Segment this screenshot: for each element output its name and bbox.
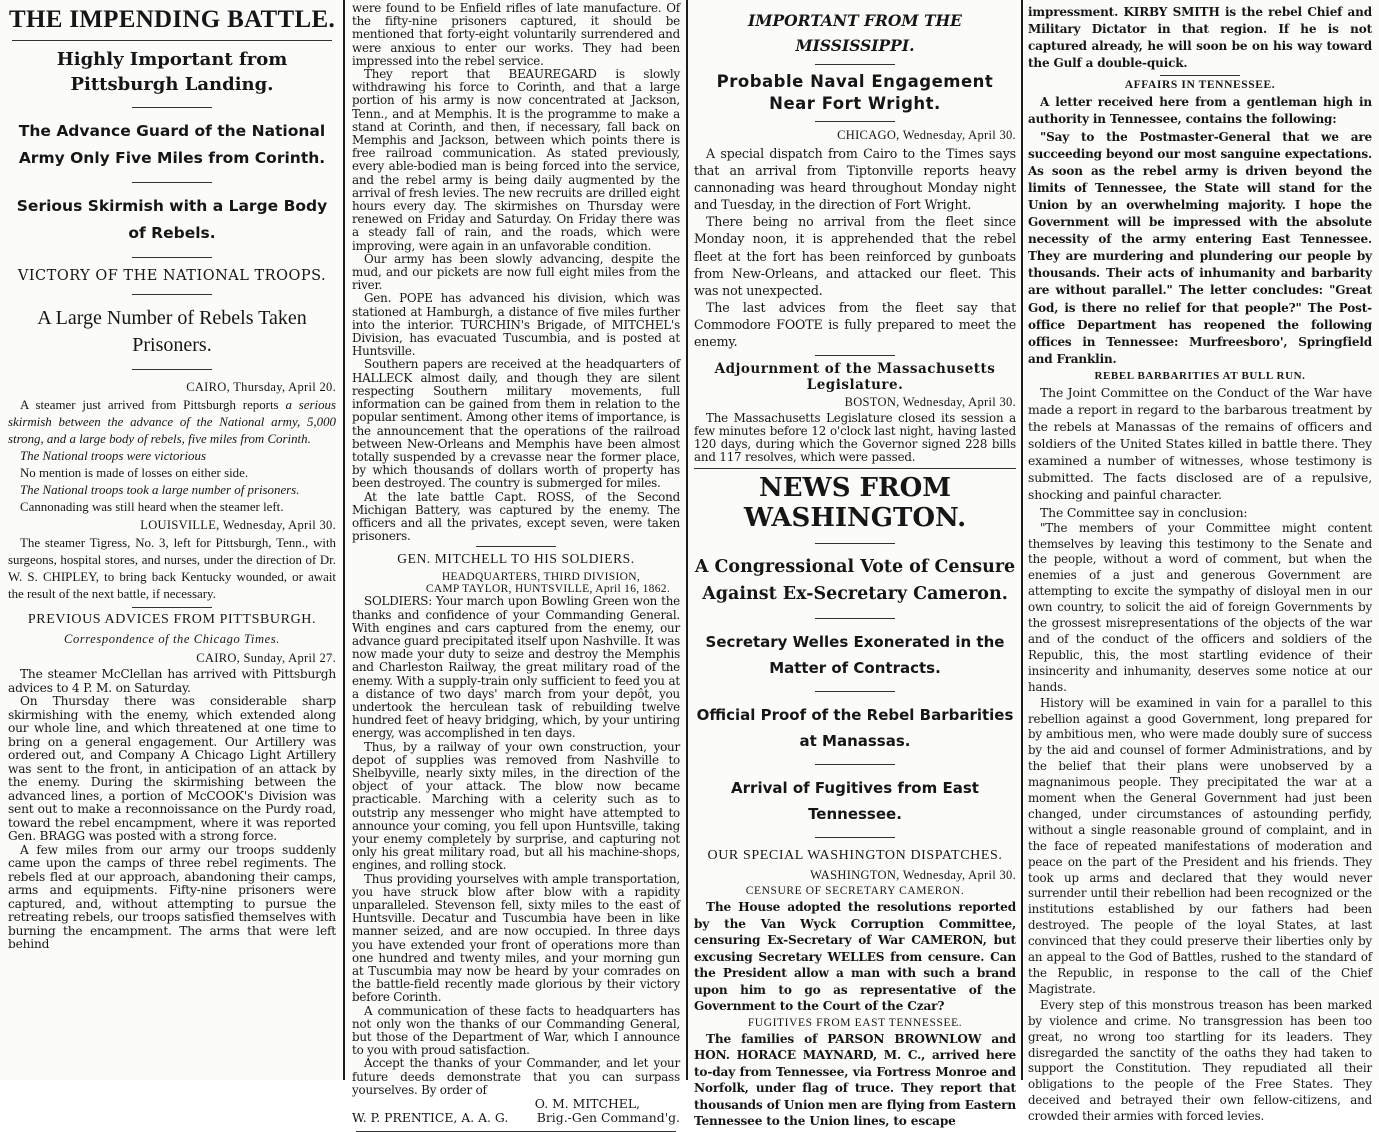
article-text: They report that BEAUREGARD is slowly withdrawing his force to Corinth, and that a large portion of his army is now concentrated at Jackson, Tenn., and at Memphis. It is the programme to make a stand at Corinth, and then, if necessary, fall back on Memphis and Jackson, between which points there is free railroad communication. As stated previously, every able-bodied man is being forced into the service, and the rebel army is being daily augmented by the arrival of fresh levies. The new recruits are drilled eight hours every day. The skirmishes on Thursday were renewed on Friday and Saturday. On Friday there was a steady fall of rain, and the roads, which were improving, were again in an unfavorable condition. — [352, 67, 680, 253]
subheadline: Serious Skirmish with a Large Body of Rebels. — [16, 197, 328, 242]
section-heading: AFFAIRS IN TENNESSEE. — [1124, 79, 1276, 92]
subheadline: Arrival of Fugitives from East Tennessee. — [731, 779, 979, 824]
column-rule — [343, 0, 345, 1080]
subheadline: Secretary Welles Exonerated in the Matter of Contracts. — [705, 633, 1005, 678]
subheadline: Official Proof of the Rebel Barbarities at Manassas. — [696, 706, 1014, 751]
section-heading: PREVIOUS ADVICES FROM PITTSBURGH. — [27, 612, 317, 627]
article-text: A letter received here from a gentleman high in authority in Tennessee, contains the following: — [1028, 95, 1372, 127]
divider — [815, 691, 895, 692]
signature-right: Brig.-Gen Command'g. — [536, 1110, 680, 1126]
article-text: Every step of this monstrous treason has been marked by violence and crime. No transgression has been too great, no wrong too startling for its leaders. They disregarded the sanctity of the oaths they had taken to support the Constitution. They repudiated all their obligations to the people of the Free States. They deceived and betrayed their own fellow-citizens, and crowded their armies with forced levies. — [1028, 997, 1372, 1124]
section-heading: FUGITIVES FROM EAST TENNESSEE. — [747, 1016, 963, 1029]
subheadline: A Large Number of Rebels Taken Prisoners. — [37, 307, 307, 356]
divider — [132, 107, 212, 108]
article-text: The steamer Tigress, No. 3, left for Pittsburgh, Tenn., with surgeons, hospital stores, and nurses, under the direction of Dr. W. S. CHIPLEY, to bring back Kentucky wounded, or await the result of the next battle, if necessary. — [8, 536, 336, 601]
article-text: Cannonading was still heard when the steamer left. — [20, 500, 284, 514]
article-text: On Thursday there was considerable sharp skirmishing with the enemy, which extended along our whole line, and which threatened at one time to bring on a general engagement. Our Artillery was ordered out, and Company A Chicago Light Artillery was sent to the front, in anticipation of an attack by the enemy. During the skirmishing between the advanced lines, a portion of McCOOK's Division was sent out to make a reconnoissance on the Purdy road, toward the rebel encampment, where it was reported Gen. BRAGG was posted with a strong force. — [8, 694, 336, 843]
divider — [1160, 75, 1240, 76]
divider — [132, 257, 212, 258]
article-text: "The members of your Committee might content themselves by leaving this testimony to the Senate and the people, without a word of comment, but when the enemies of a just and generous Government are attempting to excite the sympathy of disloyal men in our own country, to solicit the aid of foreign Governments by the grossest misrepresentations of the objects of the war and of the conduct of the officers and soldiers of the Republic, this, the most startling evidence of their insincerity and inhumanity, deserves some notice at our hands. — [1028, 520, 1372, 694]
section-heading: OUR SPECIAL WASHINGTON DISPATCHES. — [707, 848, 1003, 864]
dateline: CHICAGO, Wednesday, April 30. — [837, 128, 1016, 142]
dateline: WASHINGTON, Wednesday, April 30. — [810, 868, 1016, 883]
subheadline: Probable Naval Engagement Near Fort Wright. — [716, 72, 994, 113]
divider — [815, 121, 895, 122]
divider — [476, 546, 556, 547]
divider — [815, 64, 895, 65]
article-text: The steamer McClellan has arrived with Pittsburgh advices to 4 P. M. on Saturday. — [8, 667, 336, 695]
signature-name: O. M. MITCHEL, — [534, 1096, 640, 1112]
section-heading: CENSURE OF SECRETARY CAMERON. — [745, 885, 965, 898]
column-3 — [690, 0, 1020, 1129]
article-text: A few miles from our army our troops suddenly came upon the camps of three rebel regiments. The rebels fled at our approach, abandoning their camps, arms and equipments. Fifty-nine prisoners were captured, and, without attempting to pursue the retreating rebels, our troops satisfied themselves with burning the encampment. The arms that were left behind — [8, 842, 336, 951]
article-text: History will be examined in vain for a parallel to this rebellion against a good Government, long prepared for by ambitious men, who were made doubly sure of success by the aid and counsel of former Administrations, and by the belief that their plans were unobserved by a magnanimous people. They precipitated the war at a moment when the General Government had just been changed, under circumstances of astounding perfidy, without a single reasonable ground of complaint, and in the face of repeated manifestations of moderation and peace on the part of the President and his friends. They took up arms and declared that they would never surrender until their rebellion had been recognized or the institutions established by our fathers had been destroyed. The people of the loyal States, at last convinced that they could preserve their liberties only by an appeal to the God of Battles, rushed to the standard of the Republic, in response to the call of the Chief Magistrate. — [1028, 695, 1372, 996]
article-text: There being no arrival from the fleet since Monday noon, it is apprehended that the rebel fleet at the fort has been reinforced by gunboats from New-Orleans, and attacked our fleet. This was not unexpected. — [694, 214, 1016, 298]
signature-left: W. P. PRENTICE, A. A. G. — [352, 1110, 509, 1126]
column-1 — [4, 0, 340, 1080]
article-text: The Massachusetts Legislature closed its session a few minutes before 12 o'clock last night, having lasted 120 days, during which the Governor signed 228 bills and 117 resolves, which were passed. — [694, 411, 1016, 465]
article-text: The families of PARSON BROWNLOW and HON. HORACE MAYNARD, M. C., arrived here to-day from Tennessee, via Fortress Monroe and Norfolk, under flag of truce. They report that thousands of Union men are flying from Eastern Tennessee to the Union lines, to escape — [694, 1031, 1016, 1129]
article-text: A communication of these facts to headquarters has not only won the thanks of our Commanding General, but those of the Department of War, which I announce to you with proud satisfaction. — [352, 1003, 680, 1058]
subheadline: VICTORY OF THE NATIONAL TROOPS. — [17, 268, 327, 284]
divider — [815, 543, 895, 544]
subheadline: A Congressional Vote of Censure Against Ex-Secretary Cameron. — [694, 557, 1016, 605]
dateline: HEADQUARTERS, THIRD DIVISION, — [441, 571, 640, 584]
divider — [132, 294, 212, 295]
correspondence-line: Correspondence of the Chicago Times. — [64, 632, 280, 646]
divider — [132, 182, 212, 183]
divider — [12, 40, 332, 41]
signature-line — [352, 1111, 680, 1125]
subheadline: Highly Important from Pittsburgh Landing. — [56, 49, 288, 95]
section-heading: IMPORTANT FROM THE MISSISSIPPI. — [748, 11, 962, 55]
divider — [815, 764, 895, 765]
divider — [815, 618, 895, 619]
article-text: Our army has been slowly advancing, despite the mud, and our pickets are now full eight miles from the river. — [352, 251, 680, 293]
dateline: CAIRO, Sunday, April 27. — [196, 651, 336, 665]
main-headline: THE IMPENDING BATTLE. — [8, 6, 336, 33]
article-text: Thus providing yourselves with ample transportation, you have struck blow after blow with a rapidity unparalleled. Stevenson fell, sixty miles to the east of Huntsville. Decatur and Tuscumbia have been in like manner seized, and are now occupied. In three days you have extended your front of operations more than one hundred and twenty miles, and your morning gun at Tuscumbia may now be heard by your comrades on the battle-field recently made glorious by their victory before Corinth. — [352, 871, 680, 1005]
article-text: The House adopted the resolutions reported by the Van Wyck Corruption Committee, censuring Ex-Secretary of War CAMERON, but excusing Secretary WELLES from censure. Can the President allow a man with such a brand upon him to go as representative of the Government to the Court of the Czar? — [694, 900, 1016, 1014]
article-text: No mention is made of losses on either side. — [20, 466, 249, 480]
article-text: Accept the thanks of your Commander, and let your future deeds demonstrate that you can surpass yourselves. By order of — [352, 1056, 680, 1097]
article-text: Thus, by a railway of your own construction, your depot of supplies was removed from Nashville to Shelbyville, nearly sixty miles, in the direction of the object of your attack. The blow now became practicable. Marching with a celerity such as to outstrip any messenger who might have attempted to announce your coming, you fell upon Huntsville, taking your enemy completely by surprise, and capturing not only his great military road, but all his machine-shops, engines, and rolling stock. — [352, 739, 680, 873]
dateline: CAMP TAYLOR, HUNTSVILLE, April 16, 1862. — [425, 583, 670, 596]
article-text: The last advices from the fleet say that Commodore FOOTE is fully prepared to meet the enemy. — [694, 299, 1016, 350]
article-text: were found to be Enfield rifles of late manufacture. Of the fifty-nine prisoners captured, it should be mentioned that forty-eight voluntarily surrendered and were anxious to enter our works. They had been impressed into the rebel service. — [352, 1, 680, 68]
article-text: The National troops were victorious — [20, 449, 206, 463]
main-headline: NEWS FROM WASHINGTON. — [743, 473, 967, 534]
article-text: A steamer just arrived from Pittsburgh reports a serious skirmish between the advance of the National army, 5,000 strong, and a large body of rebels, five miles from Corinth. — [8, 398, 336, 446]
article-text: The Joint Committee on the Conduct of the War have made a report in regard to the barbarous treatment by the rebels at Manassas of the remains of officers and soldiers of the United States killed in battle there. They examined a number of witnesses, whose testimony is submitted. The facts disclosed are of a repulsive, shocking and painful character. — [1028, 384, 1372, 503]
divider — [815, 837, 895, 838]
signature — [352, 1097, 680, 1111]
article-text: At the late battle Capt. ROSS, of the Second Michigan Battery, was captured by the enemy. The officers and all the privates, except seven, were taken prisoners. — [352, 489, 680, 544]
article-text: Gen. POPE has advanced his division, which was stationed at Hamburgh, a distance of five miles further into the interior. TURCHIN's Brigade, of MITCHEL's Division, has evacuated Tuscumbia, and is posted at Huntsville. — [352, 291, 680, 359]
column-4 — [1024, 0, 1376, 1124]
article-text: impressment. KIRBY SMITH is the rebel Chief and Military Dictator in that region. If he is not captured already, he will soon be on his way toward the Gulf a double-quick. — [1028, 5, 1372, 71]
article-text: "Say to the Postmaster-General that we are succeeding beyond our most sanguine expectations. As soon as the rebel army is driven beyond the limits of Tennessee, the State will stand for the Union by an overwhelming majority. I hope the Government will be impressed with the absolute necessity of the army entering East Tennessee. They are murdering and plundering our people by thousands. Their acts of inhumanity and barbarity are without parallel." The letter concludes: "Great God, is there no relief for that people?" The Post-office Department has reopened the following offices in Tennessee: Murfreesboro', Springfield and Franklin. — [1028, 129, 1372, 366]
divider — [132, 369, 212, 370]
article-text: The National troops took a large number of prisoners. — [20, 483, 300, 497]
divider — [694, 468, 1016, 469]
dateline: CAIRO, Thursday, April 20. — [186, 380, 336, 394]
divider — [815, 355, 895, 356]
article-text: SOLDIERS: Your march upon Bowling Green won the thanks and confidence of your Commanding General. With engines and cars captured from the enemy, our advance guard precipitated itself upon Nashville. It was now made your duty to seize and destroy the Memphis and Charleston Railway, the great military road of the enemy. With a supply-train only sufficient to feed you at a distance of two days' march from your depôt, you undertook the herculean task of rebuilding twelve hundred feet of heavy bridging, which, by your untiring energy, was accomplished in ten days. — [352, 594, 680, 741]
dateline: LOUISVILLE, Wednesday, April 30. — [140, 518, 336, 532]
section-heading: GEN. MITCHELL TO HIS SOLDIERS. — [397, 551, 635, 567]
article-text: The Committee say in conclusion: — [1040, 504, 1248, 520]
section-heading: REBEL BARBARITIES AT BULL RUN. — [1094, 369, 1306, 382]
dateline: BOSTON, Wednesday, April 30. — [844, 395, 1016, 410]
column-rule — [1021, 0, 1023, 1080]
article-text: Southern papers are received at the headquarters of HALLECK almost daily, and though they are silent respecting Southern military movements, full information can be gained from them in relation to the popular sentiment. Among other items of importance, is the announcement that the operations of the railroad between New-Orleans and Memphis have been almost totally suspended by a crevasse near the former place, by which thousands of dollars worth of property has been destroyed. The country is submerged for miles. — [352, 357, 680, 491]
column-rule — [686, 0, 688, 1080]
divider — [132, 607, 212, 608]
column-2 — [348, 0, 684, 1126]
subheadline: The Advance Guard of the National Army Only Five Miles from Corinth. — [18, 122, 326, 167]
article-text: A special dispatch from Cairo to the Times says that an arrival from Tiptonville reports heavy cannonading was heard throughout Monday night and Tuesday, in the direction of Fort Wright. — [694, 146, 1016, 213]
section-heading: Adjournment of the Massachusetts Legislature. — [714, 361, 996, 394]
